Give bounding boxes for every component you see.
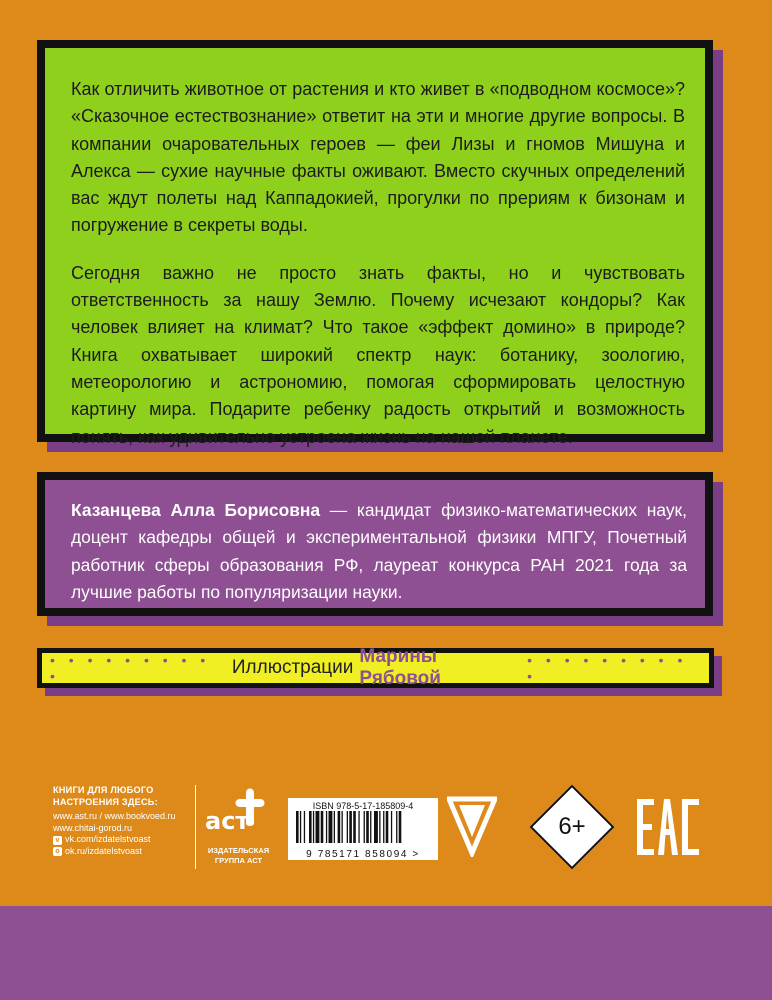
bottom-color-band (0, 906, 772, 1000)
barcode-digits: 9 785171 858094 > (306, 849, 420, 860)
isbn-text: ISBN 978-5-17-185809-4 (312, 801, 414, 811)
vk-link-text: vk.com/izdatelstvoast (65, 834, 151, 845)
publisher-links (53, 785, 193, 858)
publisher-logo-block (195, 785, 275, 869)
blurb-box (37, 40, 713, 447)
author-name: Казанцева Алла Борисовна (71, 500, 321, 520)
publisher-caption: ИЗДАТЕЛЬСКАЯ ГРУППА АСТ (207, 846, 270, 865)
link-ok[interactable] (53, 846, 193, 858)
dots-left: • • • • • • • • • • (50, 652, 211, 684)
author-box (37, 472, 713, 616)
link-sites-2[interactable]: www.chitai-gorod.ru (53, 822, 133, 833)
link-vk[interactable] (53, 834, 193, 846)
ast-logo-icon (202, 785, 270, 839)
barcode-block (288, 798, 438, 860)
ast-logo-text: аст (205, 807, 250, 835)
illustrator-name: Марины Рябовой (359, 646, 441, 689)
ok-link-text: ok.ru/izdatelstvoast (65, 845, 143, 856)
links-heading: КНИГИ ДЛЯ ЛЮБОГО НАСТРОЕНИЯ ЗДЕСЬ: (53, 785, 158, 807)
dots-right: • • • • • • • • • • (527, 652, 688, 684)
blurb-paragraph-2: Сегодня важно не просто знать факты, но и чувствовать ответственность за нашу Землю. Почему исчезают кондоры? Как человек влияет на климат? Что такое «эффект домино» в природе? Книга охватывает широкий спектр наук: ботанику, зоологию, метеорологию и астрономию, помогая сформировать целостную картину мира. Подарите ребенку радость открытий и возможность понять, как удивительно устроена жизнь на нашей планете. (71, 262, 685, 447)
vk-icon: v (53, 836, 62, 845)
illustrations-prefix: Иллюстрации (231, 657, 354, 678)
illustrations-bar (37, 648, 714, 688)
author-text (71, 497, 687, 606)
link-sites-1[interactable]: www.ast.ru / www.bookvoed.ru (53, 811, 176, 822)
eac-mark-icon (637, 799, 699, 855)
blurb-paragraph-1: Как отличить животное от растения и кто живет в «подводном космосе»? «Сказочное естествознание» ответит на эти и многие другие вопросы. В компании очаровательных героев — феи Лизы и гномов Мишуна и Алекса — сухие научные факты оживают. Вместо скучных определений вас ждут полеты над Каппадокией, прогулки по прериям к бизонам и погружение в секреты воды. (71, 79, 685, 236)
age-rating (530, 785, 614, 869)
ok-icon: o (53, 847, 62, 856)
author-bio: — кандидат физико-математических наук, доцент кафедры общей и экспериментальной физики МПГУ, Почетный работник сферы образования РФ, лауреат конкурса РАН 2021 года за лучшие работы по популяризации науки. (71, 500, 687, 602)
barcode-icon (294, 811, 432, 843)
v-logo-icon (447, 795, 497, 857)
age-rating-label: 6+ (558, 813, 586, 840)
